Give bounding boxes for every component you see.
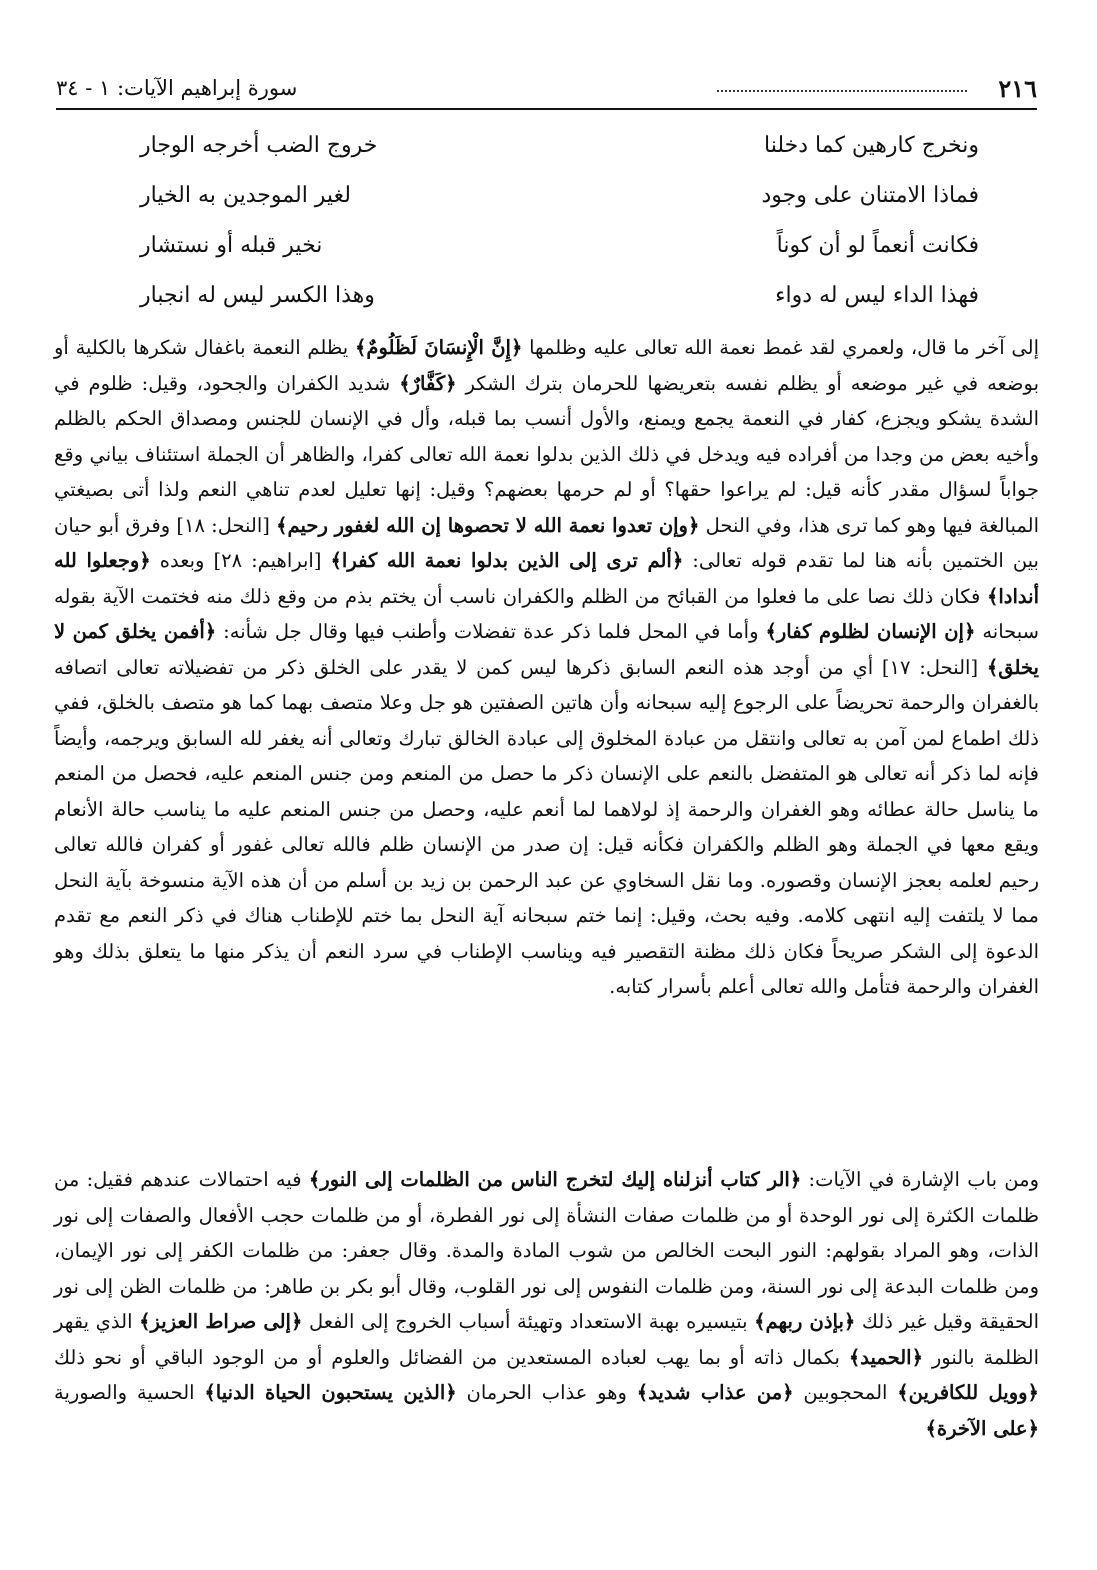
text-segment: المحجوبين <box>793 1381 898 1404</box>
text-segment: فكان ذلك نصا على ما فعلوا من القبائح من الظلم والكفران ناسب أن يختم بذم من وقع ذلك منه فختمت الآية بقوله سبحانه <box>54 584 1039 643</box>
text-segment: بتيسيره بهبة الاستعداد وتهيئة أسباب الخروج إلى الفعل <box>302 1310 755 1333</box>
text-segment: إلى آخر ما قال، ولعمري لقد غمط نعمة الله تعالى عليه وظلمها <box>522 336 1040 359</box>
surah-title: سورة إبراهيم الآيات: ١ - ٣٤ <box>56 76 298 100</box>
quran-quote: ﴿بإذن ربهم﴾ <box>754 1310 856 1333</box>
text-segment: وهو عذاب الحرمان <box>456 1381 637 1404</box>
quran-quote: ﴿إن الإنسان لظلوم كفار﴾ <box>765 620 976 643</box>
verse-3-second-half: نخير قبله أو نستشار <box>140 233 323 258</box>
quran-quote: ﴿الذين يستحبون الحياة الدنيا﴾ <box>204 1381 457 1404</box>
verse-4-first-half: فهذا الداء ليس له دواء <box>775 283 979 308</box>
quran-quote: ﴿أفمن يخلق كمن لا يخلق﴾ <box>54 620 1039 679</box>
text-segment: شديد الكفران والجحود، وقيل: ظلوم في الشدة يشكو ويجزع، كفار في النعمة يجمع ويمنع، والأول أنسب بما قبله، وأل في الإنسان للجنس ومصداق الحكم بالظلم وأخيه بعض من وجدا من أفراده فيه ويدخل في ذلك الذين بدلوا نعمة الله تعالى كفرا، والظاهر أن الجملة استئناف بياني وقع جواباً لسؤال مقدر كأنه قيل: لم يراعوا حقها؟ أو لم حرمها بعضهم؟ وقيل: إنها تعليل لعدم تناهي النعم ولذا أتى بصيغتي المبالغة فيها وهو كما ترى هذا، وفي النحل <box>54 371 1039 537</box>
text-segment: يظلم النعمة باغفال شكرها بالكلية أو بوضعه في غير موضعه أو يظلم نفسه بتعريضها للحرمان بترك الشكر <box>54 336 1039 395</box>
quran-quote: ﴿إِنَّ الْإِنسَانَ لَظَلُومٌ﴾ <box>354 336 523 359</box>
page-header <box>56 72 1037 110</box>
text-segment: وأما في المحل فلما ذكر عدة تفضلات وأطنب فيها وقال جل شأنه: <box>216 620 766 643</box>
quran-quote: ﴿وإن تعدوا نعمة الله لا تحصوها إن الله لغفور رحيم﴾ <box>276 513 700 537</box>
page-number: ٢١٦ <box>998 74 1037 103</box>
quran-quote: ﴿الر كتاب أنزلناه إليك لتخرج الناس من الظلمات إلى النور﴾ <box>308 1168 802 1191</box>
verse-4-second-half: وهذا الكسر ليس له انجبار <box>140 283 375 308</box>
quran-quote: ﴿وويل للكافرين﴾ <box>897 1381 1039 1404</box>
commentary-paragraph-1 <box>54 330 1039 1005</box>
text-segment: الحسية والصورية <box>54 1381 205 1404</box>
text-segment: بكمال ذاته أو بما يهب لعباده المستعدين من الفضائل والعلوم أو من الوجود الباقي أو نحو ذلك <box>54 1345 849 1369</box>
quran-quote: ﴿من عذاب شديد﴾ <box>636 1381 794 1404</box>
text-segment: فيه احتمالات عندهم فقيل: من ظلمات الكثرة إلى نور الوحدة أو من ظلمات صفات النشأة إلى نور الفطرة، أو من ظلمات حجب الأفعال والصفات إلى نور الذات، وهو المراد بقولهم: النور البحت الخالص من شوب المادة والمدة. وقال جعفر: من ظلمات الكفر إلى نور الإيمان، ومن ظلمات البدعة إلى نور السنة، ومن ظلمات النفوس إلى نور القلوب، وقال أبو بكر بن طاهر: من ظلمات الظن إلى نور الحقيقة وقيل غير ذلك <box>54 1168 1040 1333</box>
verse-2-first-half: فماذا الامتنان على وجود <box>761 183 979 208</box>
verse-3-first-half: فكانت أنعماً لو أن كوناً <box>776 233 979 258</box>
quran-quote: ﴿إلى صراط العزيز﴾ <box>139 1310 303 1333</box>
verse-1-second-half: خروج الضب أخرجه الوجار <box>140 133 378 158</box>
header-dotted-leader <box>717 72 967 92</box>
quran-quote: ﴿كَفَّارٌ﴾ <box>399 371 457 395</box>
commentary-paragraph-2 <box>54 1162 1039 1446</box>
text-segment: ومن باب الإشارة في الآيات: <box>801 1168 1039 1191</box>
text-segment: [ابراهيم: ٢٨] وبعده <box>150 549 331 572</box>
quran-quote: ﴿على الآخرة﴾ <box>925 1416 1039 1440</box>
text-segment: [النحل: ١٧] أي من أوجد هذه النعم السابق ذكرها ليس كمن لا يقدر على الخلق ذكر من تفضيلاته تعالى اتصافه بالغفران والرحمة تحريضاً على الرجوع إليه سبحانه وأن هاتين الصفتين هو جل وعلا متصف بهما كما هو متصف بالخلق، ففي ذلك اطماع لمن آمن به تعالى وانتقل من عبادة المخلوق إلى عبادة الخالق تبارك وتعالى أنه يغفر لله السابق ويرجمه، وأيضاً فإنه لما ذكر أنه تعالى هو المتفضل بالنعم على الإنسان ذكر ما حصل من المنعم ومن جنس المنعم عليه، فحصل من المنعم ما يناسل حالة عطائه وهو الغفران والرحمة إذ لولاهما لما أنعم عليه، وحصل من جنس المنعم عليه ما يناسب حالة الأنعام ويقع معها في الجملة وهو الظلم والكفران فكأنه قيل: إن صدر من الإنسان ظلم فالله تعالى غفور أو كفران فالله تعالى رحيم لعلمه بعجز الإنسان وقصوره. وما نقل السخاوي عن عبد الرحمن بن زيد بن أسلم من أن هذه الآية منسوخة بآية النحل مما لا يلتفت إليه انتهى كلامه. وفيه بحث، وقيل: إنما ختم سبحانه آية النحل بما ختم للإطناب هناك في ذكر النعم مع تقدم الدعوة إلى الشكر صريحاً فكان ذلك مظنة التقصير فيه ويناسب الإطناب في سرد النعم أن يذكر منها ما يتعلق بذلك وهو الغفران والرحمة فتأمل والله تعالى أعلم بأسرار كتابه. <box>54 655 1039 998</box>
verse-1-first-half: ونخرج كارهين كما دخلنا <box>764 133 979 158</box>
text-segment: [النحل: ١٨] وفرق أبو حيان بين الختمين بأنه هنا لما تقدم قوله تعالى: <box>54 513 1039 572</box>
quran-quote: ﴿وجعلوا لله أندادا﴾ <box>54 549 1039 608</box>
text-segment: الذي يقهر الظلمة بالنور <box>54 1310 1039 1369</box>
quran-quote: ﴿ألم ترى إلى الذين بدلوا نعمة الله كفرا﴾ <box>330 549 684 572</box>
quran-quote: ﴿الحميد﴾ <box>848 1345 924 1369</box>
verse-2-second-half: لغير الموجدين به الخيار <box>140 183 351 208</box>
